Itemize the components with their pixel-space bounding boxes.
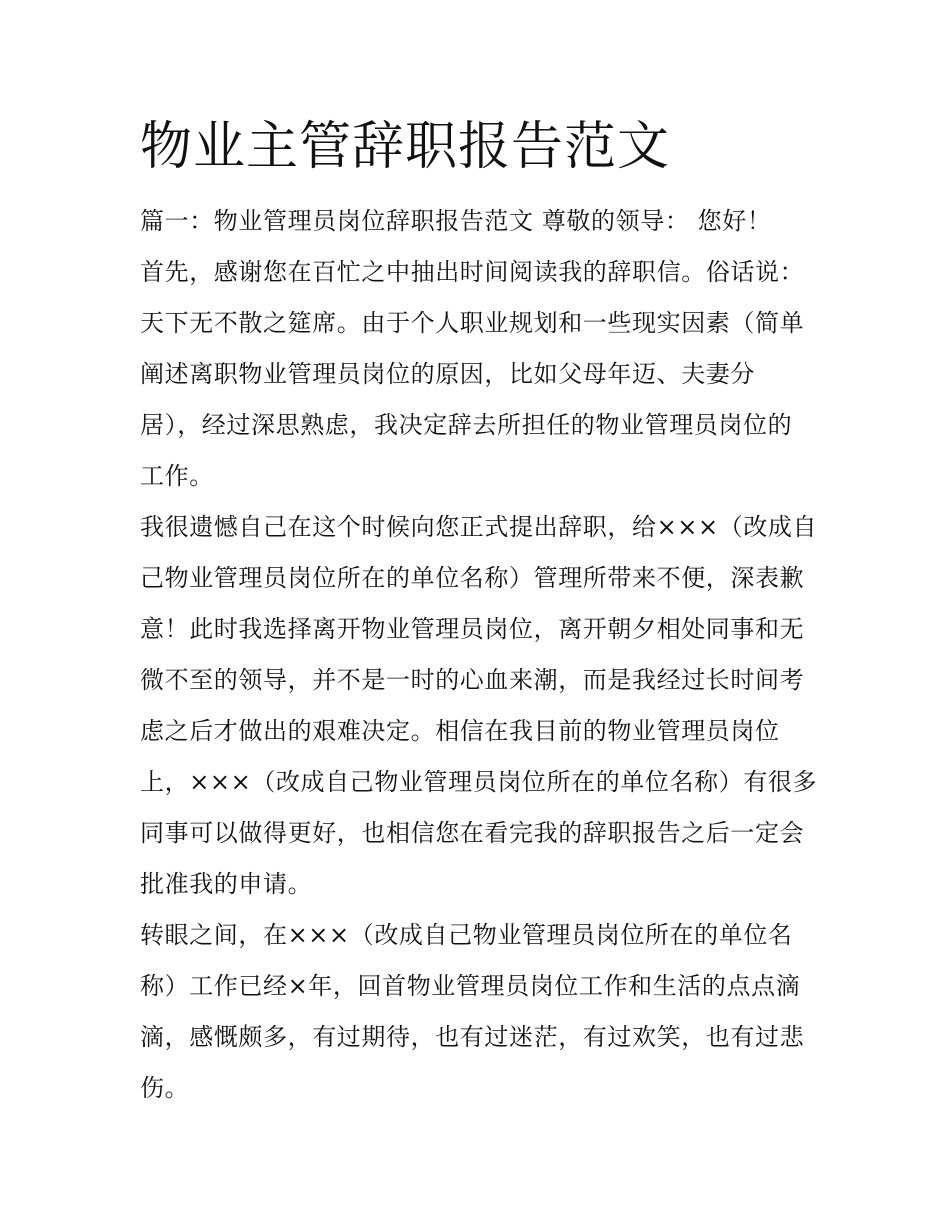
text-line: 首先，感谢您在百忙之中抽出时间阅读我的辞职信。俗话说：	[140, 258, 805, 286]
text-line: 工作。	[140, 462, 214, 490]
text-line: 意！此时我选择离开物业管理员岗位，离开朝夕相处同事和无	[140, 615, 805, 643]
text-line: 微不至的领导，并不是一时的心血来潮，而是我经过长时间考	[140, 666, 805, 694]
text-line: 居），经过深思熟虑，我决定辞去所担任的物业管理员岗位的	[140, 411, 793, 439]
text-line: 滴，感慨颇多，有过期待，也有过迷茫，有过欢笑，也有过悲	[140, 1023, 805, 1051]
text-line: 上，×××（改成自己物业管理员岗位所在的单位名称）有很多	[140, 768, 818, 796]
text-line: 天下无不散之筵席。由于个人职业规划和一些现实因素（简单	[140, 309, 805, 337]
text-line: 称）工作已经×年，回首物业管理员岗位工作和生活的点点滴	[140, 972, 801, 1000]
text-line: 阐述离职物业管理员岗位的原因，比如父母年迈、夫妻分	[140, 360, 755, 388]
text-line: 同事可以做得更好，也相信您在看完我的辞职报告之后一定会	[140, 819, 805, 847]
text-line: 虑之后才做出的艰难决定。相信在我目前的物业管理员岗位	[140, 717, 780, 745]
text-line: 己物业管理员岗位所在的单位名称）管理所带来不便，深表歉	[140, 564, 805, 592]
text-line: 伤。	[140, 1074, 190, 1102]
text-line: 批准我的申请。	[140, 870, 313, 898]
page-title: 物业主管辞职报告范文	[140, 117, 671, 177]
text-line: 篇一：物业管理员岗位辞职报告范文 尊敬的领导： 您好！	[140, 207, 772, 235]
text-line: 我很遗憾自己在这个时候向您正式提出辞职，给×××（改成自	[140, 513, 818, 541]
text-line: 转眼之间，在×××（改成自己物业管理员岗位所在的单位名	[140, 921, 793, 949]
document-body	[140, 196, 830, 1114]
